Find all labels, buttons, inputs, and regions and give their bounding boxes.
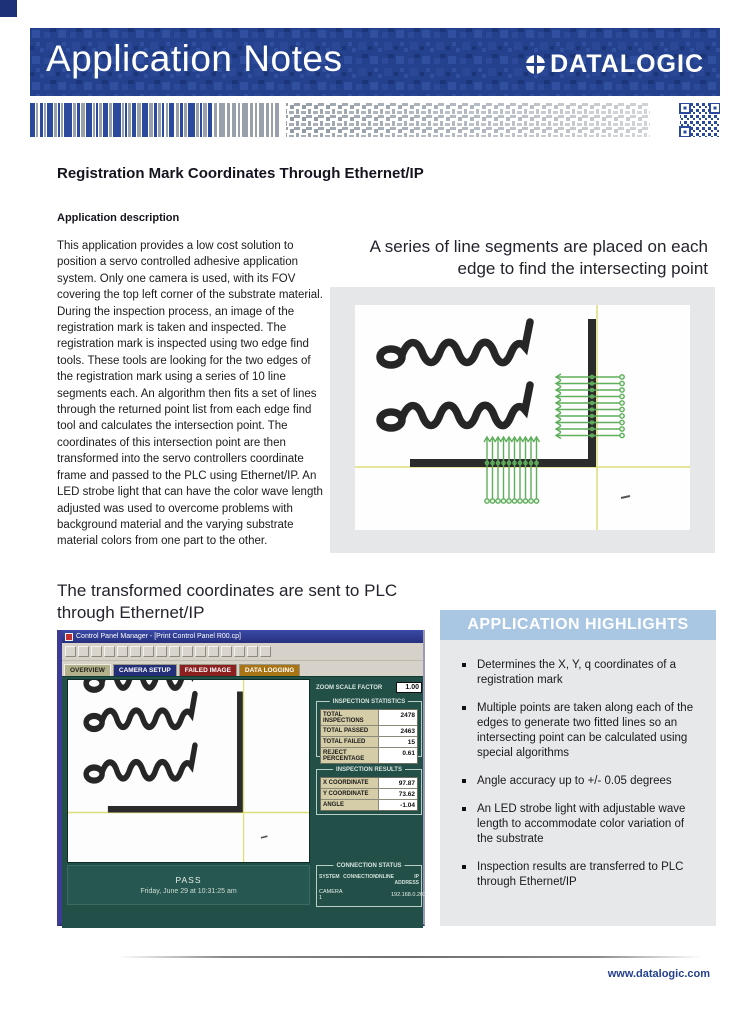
inspection-statistics-title: INSPECTION STATISTICS [330,698,408,706]
result-value: -1.04 [379,800,417,810]
toolbar-button[interactable] [208,646,219,657]
list-item [462,774,700,789]
tab-failed-image[interactable]: FAILED IMAGE [179,664,237,677]
window-tab-bar [62,661,423,676]
connection-status-title: CONNECTION STATUS [333,862,404,870]
col-ip-address: IP ADDRESS [394,874,419,886]
table-row [321,748,417,763]
window-titlebar[interactable] [62,630,423,643]
list-item [462,860,700,890]
toolbar-button[interactable] [182,646,193,657]
toolbar-button[interactable] [65,646,76,657]
bullet-icon [462,807,466,811]
document-title: Registration Mark Coordinates Through Ethernet/IP [57,165,424,182]
inspection-timestamp: Friday, June 29 at 10:31:25 am [140,888,237,895]
highlights-header [440,610,716,640]
zoom-scale-input[interactable]: 1.00 [396,682,422,693]
footer-link[interactable]: www.datalogic.com [607,968,710,980]
header-band [30,28,720,96]
toolbar-button[interactable] [169,646,180,657]
toolbar-button[interactable] [221,646,232,657]
stat-label: TOTAL INSPECTIONS [321,710,379,725]
list-item [462,701,700,761]
stat-value: 0.61 [379,748,417,763]
toolbar-button[interactable] [78,646,89,657]
toolbar-button[interactable] [91,646,102,657]
bullet-icon [462,706,466,710]
highlight-text: Angle accuracy up to +/- 0.05 degrees [477,775,672,787]
bullet-icon [462,779,466,783]
toolbar-button[interactable] [156,646,167,657]
highlight-text: Inspection results are transferred to PLC through Ethernet/IP [477,861,684,888]
application-highlights-box [440,610,716,926]
connection-data-row [319,889,427,901]
section-heading: Application description [57,212,180,224]
toolbar-button[interactable] [117,646,128,657]
highlight-text: Multiple points are taken along each of the edges to generate two fitted lines so an intersecting point can be calculated using special algorithms [477,702,694,759]
camera-name: CAMERA 1 [319,889,343,901]
stat-label: TOTAL FAILED [321,737,379,747]
window-toolbar [62,643,423,661]
list-item [462,802,700,847]
toolbar-button[interactable] [195,646,206,657]
highlights-list [440,640,716,890]
stat-label: TOTAL PASSED [321,726,379,736]
window-title: Control Panel Manager - [Print Control Panel R00.cp] [76,633,241,640]
toolbar-button[interactable] [143,646,154,657]
inspection-results-title: INSPECTION RESULTS [333,766,405,774]
barcode-gray-bars [36,103,279,137]
stat-value: 2463 [379,726,417,736]
tab-camera-setup[interactable]: CAMERA SETUP [113,664,177,677]
datalogic-logo [525,50,704,79]
table-row [321,778,417,789]
toolbar-button[interactable] [260,646,271,657]
footer-divider [118,956,702,958]
table-row [321,789,417,800]
table-row [321,737,417,748]
figure2-caption: The transformed coordinates are sent to PLC through Ethernet/IP [57,581,398,622]
connection-status-box [316,863,427,907]
qr-code [680,103,720,137]
table-row [321,710,417,726]
stat-value: 2478 [379,710,417,725]
page-title: Application Notes [46,38,343,79]
window-main-area [62,676,427,928]
result-label: ANGLE [321,800,379,810]
window-right-panel [314,677,427,928]
col-connection: CONNECTION [343,874,377,880]
toolbar-button[interactable] [130,646,141,657]
camera-ip: 192.168.0.203 [390,892,427,898]
tab-overview[interactable]: OVERVIEW [64,664,111,677]
camera-image [68,680,310,863]
tab-data-logging[interactable]: DATA LOGGING [239,664,300,677]
result-value: 73.62 [379,789,417,799]
control-panel-manager-window [57,630,425,926]
stat-value: 15 [379,737,417,747]
bullet-icon [462,865,466,869]
pass-status: PASS [175,875,202,885]
inspection-status-bar [67,865,310,905]
figure1-panel [330,287,715,553]
inspection-statistics-box [316,699,422,762]
col-system: SYSTEM [319,874,340,880]
toolbar-button[interactable] [247,646,258,657]
table-row [321,800,417,810]
list-item [462,658,700,688]
datalogic-logo-icon [525,54,546,75]
camera-image-panel [67,679,310,863]
registration-mark-image [355,305,690,530]
barcode-strip [30,103,720,137]
window-icon [65,633,73,641]
highlight-text: An LED strobe light with adjustable wave length to accommodate color variation of the substrate [477,803,686,845]
result-label: Y COORDINATE [321,789,379,799]
inspection-results-box [316,769,422,815]
description-paragraph: This application provides a low cost solution to position a servo controlled adhesive application system. Only one camera is used, with its FOV covering the top left corner of the substrate material. During the inspection process, an image of the registration mark is taken and inspected. The registration mark is inspected using two edge find tools. These tools are looking for the two edges of the registration mark using a series of 10 line segments each. An algorithm then fits a set of lines through the returned point list from each edge find tool and calculates the intersection point. The coordinates of this intersection point are then transformed into the servo controllers coordinate frame and passed to the PLC using Ethernet/IP. An LED strobe light that can have the color wave length adjusted was used to overcome problems with background material and the varying substrate material colors from one part to the other. [57,240,323,548]
highlights-title: APPLICATION HIGHLIGHTS [467,616,689,633]
page-corner-mark [0,0,17,17]
highlight-text: Determines the X, Y, q coordinates of a registration mark [477,659,677,686]
col-online: ONLINE [375,874,394,880]
connection-header-row [319,874,419,886]
stat-label: REJECT PERCENTAGE [321,748,379,763]
result-value: 97.87 [379,778,417,788]
bullet-icon [462,663,466,667]
table-row [321,726,417,737]
toolbar-button[interactable] [104,646,115,657]
datalogic-logo-text: DATALOGIC [550,50,704,78]
figure1-caption: A series of line segments are placed on each edge to find the intersecting point [369,237,708,278]
toolbar-button[interactable] [234,646,245,657]
zoom-scale-label: ZOOM SCALE FACTOR [316,684,383,691]
result-label: X COORDINATE [321,778,379,788]
